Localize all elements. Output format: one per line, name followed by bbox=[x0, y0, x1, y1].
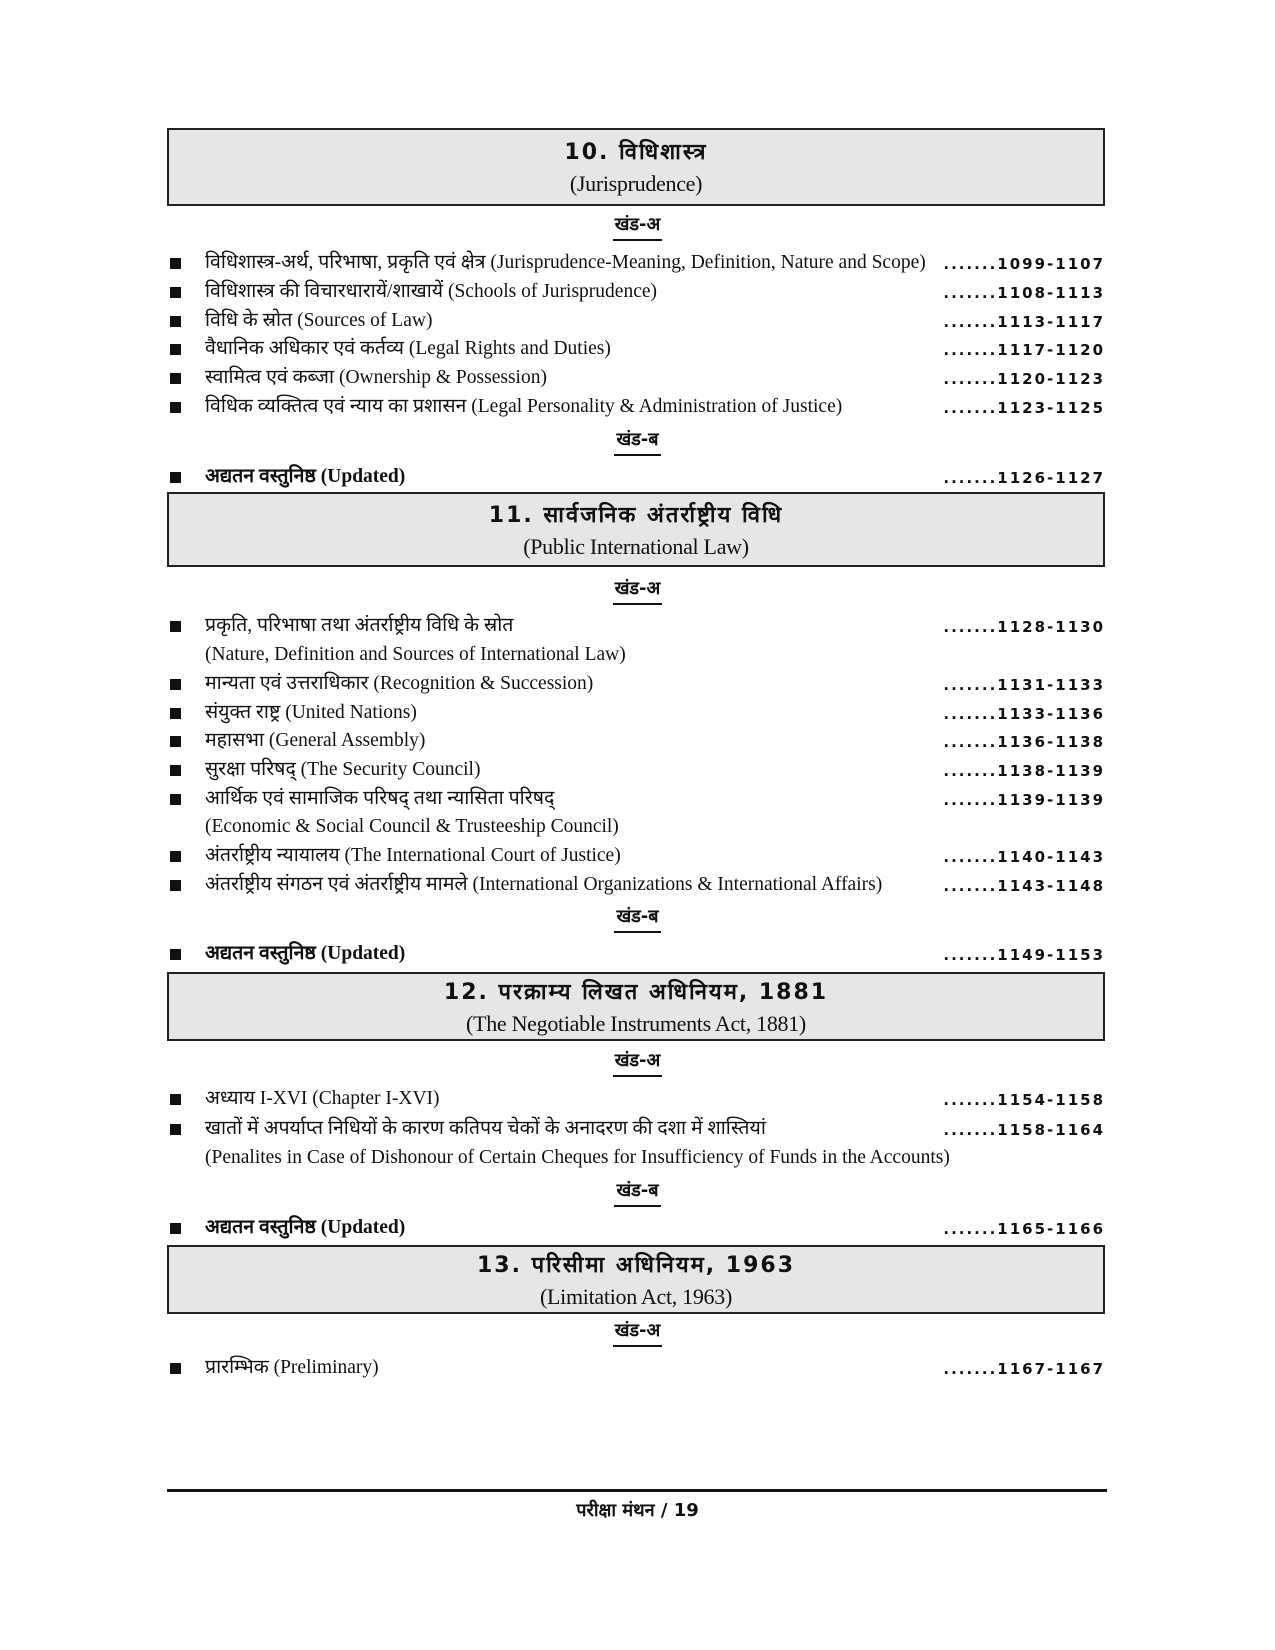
toc-entry[interactable] bbox=[167, 842, 1105, 870]
bullet-icon bbox=[170, 880, 181, 891]
topic-title: प्रकृति, परिभाषा तथा अंतर्राष्ट्रीय विधि के स्रोत bbox=[205, 615, 514, 636]
toc-entry[interactable] bbox=[167, 393, 1105, 421]
chapter-title-hindi: 10. विधिशास्त्र bbox=[564, 140, 708, 165]
topic-title: मान्यता एवं उत्तराधिकार (Recognition & Succession) bbox=[205, 673, 594, 694]
page-range: .......1143-1148 bbox=[943, 877, 1105, 895]
bullet-icon bbox=[170, 316, 181, 327]
toc-entry[interactable] bbox=[167, 871, 1105, 899]
page-range: .......1158-1164 bbox=[943, 1121, 1105, 1139]
page-range: .......1113-1117 bbox=[943, 313, 1105, 331]
page-range: .......1154-1158 bbox=[943, 1091, 1105, 1109]
section-heading: खंड-ब bbox=[0, 1179, 1275, 1207]
section-heading: खंड-अ bbox=[0, 577, 1275, 605]
toc-entry[interactable] bbox=[167, 1354, 1105, 1382]
page-range: .......1099-1107 bbox=[943, 255, 1105, 273]
bullet-icon bbox=[170, 402, 181, 413]
bullet-icon bbox=[170, 1363, 181, 1374]
topic-title: विधिशास्त्र-अर्थ, परिभाषा, प्रकृति एवं क्षेत्र (Jurisprudence-Meaning, Definition, Nature and Scope) bbox=[205, 252, 926, 273]
topic-title: स्वामित्व एवं कब्जा (Ownership & Possession) bbox=[205, 367, 547, 388]
topic-title: प्रारम्भिक (Preliminary) bbox=[205, 1357, 379, 1378]
page-range: .......1149-1153 bbox=[943, 946, 1105, 964]
toc-entry[interactable] bbox=[167, 249, 1105, 277]
toc-entry[interactable] bbox=[167, 1085, 1105, 1113]
bullet-icon bbox=[170, 344, 181, 355]
toc-entry[interactable] bbox=[167, 278, 1105, 306]
toc-entry[interactable] bbox=[167, 612, 1105, 640]
topic-title: वैधानिक अधिकार एवं कर्तव्य (Legal Rights and Duties) bbox=[205, 338, 611, 359]
topic-title: अंतर्राष्ट्रीय न्यायालय (The International Court of Justice) bbox=[205, 845, 621, 866]
page-range: .......1140-1143 bbox=[943, 848, 1105, 866]
topic-title: विधि के स्रोत (Sources of Law) bbox=[205, 310, 433, 331]
toc-entry[interactable] bbox=[167, 1115, 1105, 1143]
section-heading: खंड-अ bbox=[0, 213, 1275, 241]
toc-entry[interactable] bbox=[167, 364, 1105, 392]
bullet-icon bbox=[170, 851, 181, 862]
topic-title: आर्थिक एवं सामाजिक परिषद् तथा न्यासिता परिषद् bbox=[205, 788, 555, 809]
topic-title: विधिशास्त्र की विचारधारायें/शाखायें (Schools of Jurisprudence) bbox=[205, 281, 658, 302]
bullet-icon bbox=[170, 736, 181, 747]
bullet-icon bbox=[170, 794, 181, 805]
toc-entry[interactable] bbox=[167, 335, 1105, 363]
page-range: .......1167-1167 bbox=[943, 1360, 1105, 1378]
topic-subtitle: (Nature, Definition and Sources of International Law) bbox=[205, 644, 626, 665]
bullet-icon bbox=[170, 679, 181, 690]
page-range: .......1126-1127 bbox=[943, 469, 1105, 487]
topic-subtitle: (Economic & Social Council & Trusteeship Council) bbox=[205, 816, 619, 837]
bullet-icon bbox=[170, 708, 181, 719]
chapter-title-hindi: 12. परक्राम्य लिखत अधिनियम, 1881 bbox=[443, 980, 829, 1005]
bullet-icon bbox=[170, 1223, 181, 1234]
page-range: .......1120-1123 bbox=[943, 370, 1105, 388]
chapter-title-hindi: 11. सार्वजनिक अंतर्राष्ट्रीय विधि bbox=[488, 503, 784, 528]
toc-entry[interactable] bbox=[167, 727, 1105, 755]
page-range: .......1117-1120 bbox=[943, 341, 1105, 359]
page-range: .......1123-1125 bbox=[943, 399, 1105, 417]
bullet-icon bbox=[170, 373, 181, 384]
page-range: .......1136-1138 bbox=[943, 733, 1105, 751]
topic-title: अद्यतन वस्तुनिष्ठ (Updated) bbox=[205, 943, 406, 964]
page-range: .......1133-1136 bbox=[943, 705, 1105, 723]
chapter-title-english: (The Negotiable Instruments Act, 1881) bbox=[466, 1011, 806, 1036]
page-footer: परीक्षा मंथन / 19 bbox=[576, 1500, 699, 1521]
page-range: .......1165-1166 bbox=[943, 1220, 1105, 1238]
topic-title: विधिक व्यक्तित्व एवं न्याय का प्रशासन (Legal Personality & Administration of Justice) bbox=[205, 396, 843, 417]
chapter-header bbox=[167, 1245, 1105, 1314]
toc-entry-updated[interactable] bbox=[167, 940, 1105, 968]
toc-entry-updated[interactable] bbox=[167, 1214, 1105, 1242]
toc-entry[interactable] bbox=[167, 670, 1105, 698]
chapter-header bbox=[167, 492, 1105, 567]
topic-subtitle: (Penalites in Case of Dishonour of Certain Cheques for Insufficiency of Funds in the Accounts) bbox=[205, 1147, 950, 1168]
bullet-icon bbox=[170, 765, 181, 776]
topic-title: संयुक्त राष्ट्र (United Nations) bbox=[205, 702, 417, 723]
chapter-title-hindi: 13. परिसीमा अधिनियम, 1963 bbox=[476, 1253, 795, 1278]
topic-title: अद्यतन वस्तुनिष्ठ (Updated) bbox=[205, 1217, 406, 1238]
page-range: .......1108-1113 bbox=[943, 284, 1105, 302]
chapter-header bbox=[167, 128, 1105, 206]
page-range: .......1128-1130 bbox=[943, 618, 1105, 636]
bullet-icon bbox=[170, 472, 181, 483]
topic-title: अद्यतन वस्तुनिष्ठ (Updated) bbox=[205, 466, 406, 487]
bullet-icon bbox=[170, 287, 181, 298]
chapter-title-english: (Public International Law) bbox=[523, 534, 749, 559]
page-range: .......1138-1139 bbox=[943, 762, 1105, 780]
topic-title: अध्याय I-XVI (Chapter I-XVI) bbox=[205, 1088, 440, 1109]
bullet-icon bbox=[170, 949, 181, 960]
chapter-title-english: (Jurisprudence) bbox=[569, 171, 703, 196]
bullet-icon bbox=[170, 258, 181, 269]
toc-entry-updated[interactable] bbox=[167, 463, 1105, 491]
footer-rule bbox=[167, 1489, 1107, 1492]
section-heading: खंड-अ bbox=[0, 1049, 1275, 1077]
topic-title: सुरक्षा परिषद् (The Security Council) bbox=[205, 759, 481, 780]
bullet-icon bbox=[170, 1124, 181, 1135]
topic-title: अंतर्राष्ट्रीय संगठन एवं अंतर्राष्ट्रीय मामले (International Organizations & International Affairs) bbox=[205, 874, 883, 895]
bullet-icon bbox=[170, 1094, 181, 1105]
toc-entry[interactable] bbox=[167, 307, 1105, 335]
topic-title: खातों में अपर्याप्त निधियों के कारण कतिपय चेकों के अनादरण की दशा में शास्तियां bbox=[205, 1118, 766, 1139]
toc-entry[interactable] bbox=[167, 785, 1105, 813]
page-range: .......1139-1139 bbox=[943, 791, 1105, 809]
page-range: .......1131-1133 bbox=[943, 676, 1105, 694]
toc-entry[interactable] bbox=[167, 699, 1105, 727]
bullet-icon bbox=[170, 621, 181, 632]
topic-title: महासभा (General Assembly) bbox=[205, 730, 426, 751]
chapter-title-english: (Limitation Act, 1963) bbox=[540, 1284, 732, 1309]
section-heading: खंड-अ bbox=[0, 1319, 1275, 1347]
section-heading: खंड-ब bbox=[0, 428, 1275, 456]
section-heading: खंड-ब bbox=[0, 905, 1275, 933]
chapter-header bbox=[167, 972, 1105, 1041]
toc-entry[interactable] bbox=[167, 756, 1105, 784]
